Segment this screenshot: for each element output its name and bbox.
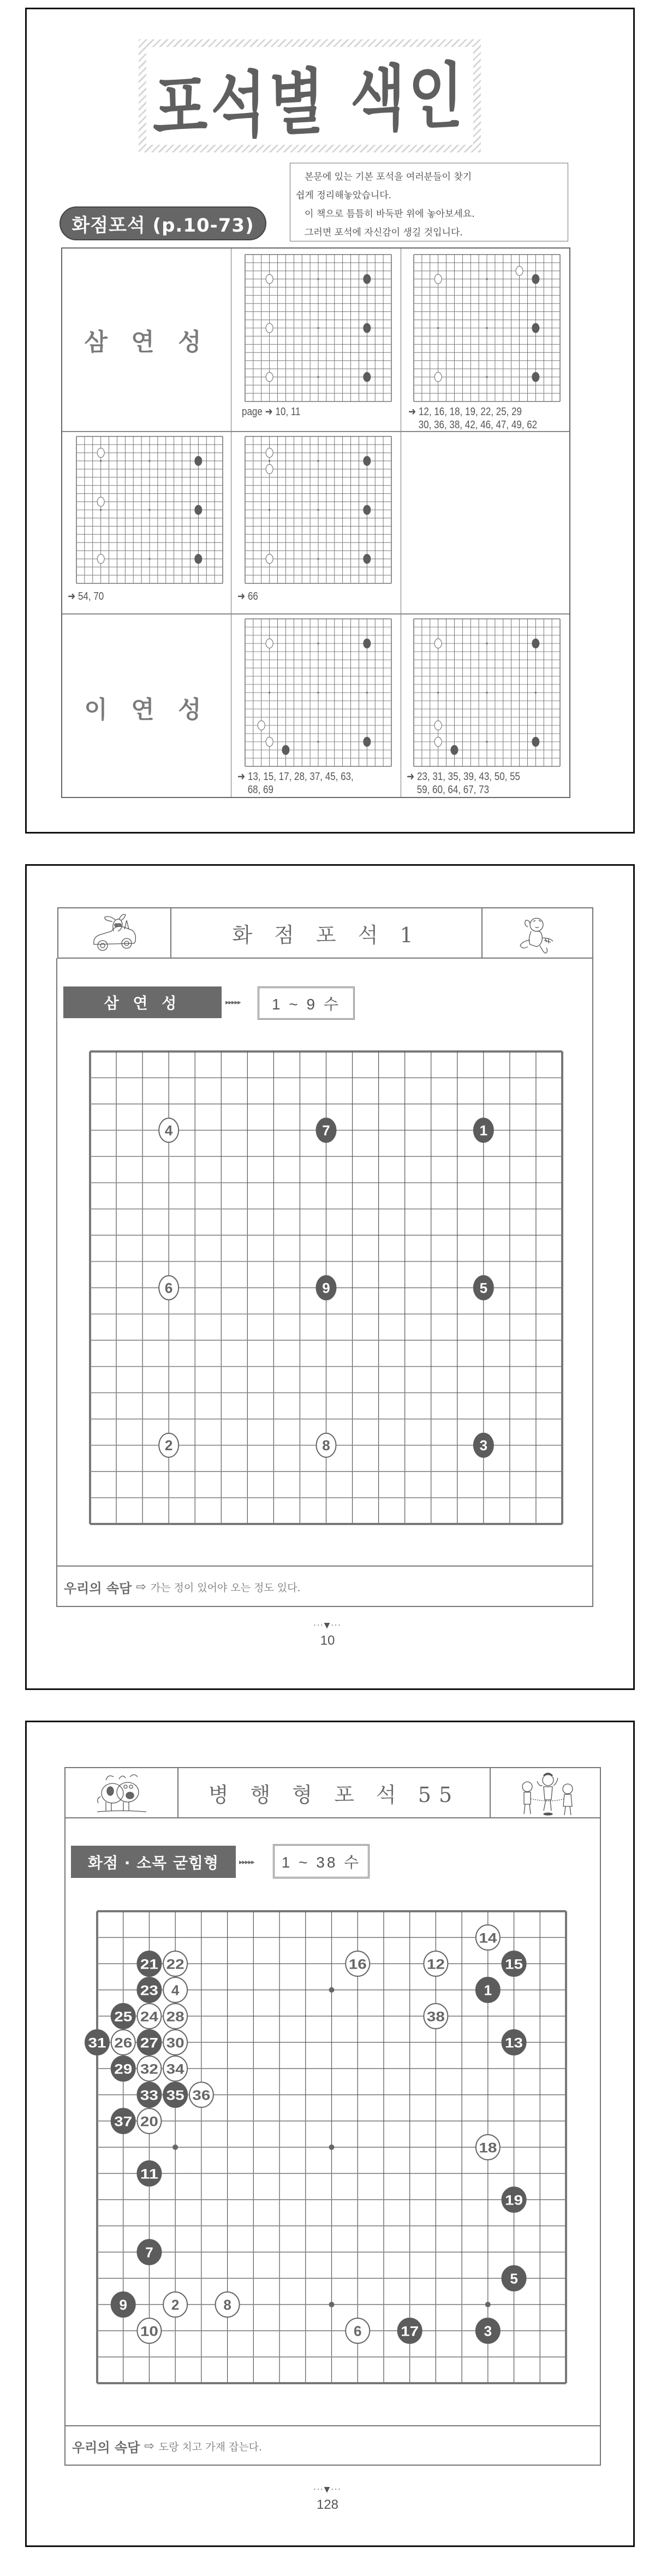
move-number: 35	[166, 2088, 184, 2104]
proverb-text: 가는 정이 있어야 오는 정도 있다.	[150, 1581, 301, 1594]
star-point	[269, 509, 270, 511]
proverb-label: 우리의 속담	[72, 2439, 140, 2455]
go-board[interactable]	[88, 1911, 566, 2383]
proverb-bar	[64, 2425, 601, 2466]
move-number: 23	[140, 1983, 158, 1999]
star-point	[317, 558, 319, 560]
tiger-illustration-icon	[511, 914, 561, 955]
white-stone[interactable]	[163, 2030, 187, 2055]
black-stone[interactable]	[364, 274, 371, 283]
page-number: 10	[320, 1633, 335, 1648]
move-number: 17	[401, 2324, 419, 2339]
index-board[interactable]	[76, 436, 223, 583]
go-board[interactable]	[90, 1051, 562, 1524]
star-point	[329, 2144, 335, 2150]
proverb-label: 우리의 속담	[64, 1580, 132, 1596]
black-stone[interactable]	[163, 2082, 187, 2107]
move-number: 21	[140, 1957, 159, 1972]
black-stone[interactable]	[532, 373, 539, 382]
white-stone[interactable]	[163, 1977, 187, 2002]
star-point	[317, 278, 319, 280]
move-number: 32	[140, 2062, 158, 2077]
title-banner	[139, 39, 481, 152]
white-stone[interactable]	[111, 2030, 135, 2055]
page-marker-icon: ···▼···	[313, 1621, 342, 1630]
black-stone[interactable]	[137, 1951, 161, 1976]
black-stone[interactable]	[317, 1118, 336, 1142]
move-range: 1 ~ 9 수	[258, 986, 355, 1020]
star-point	[269, 460, 270, 462]
section-label: 삼 연 성	[63, 986, 222, 1018]
index-board[interactable]	[245, 619, 391, 766]
move-number: 19	[505, 2193, 523, 2208]
black-stone[interactable]	[137, 2240, 161, 2265]
black-stone[interactable]	[532, 639, 539, 648]
black-stone[interactable]	[502, 2030, 526, 2055]
white-stone[interactable]	[216, 2292, 240, 2317]
black-stone[interactable]	[137, 2030, 161, 2055]
white-stone[interactable]	[266, 448, 273, 457]
board-caption: ➜ 23, 31, 35, 39, 43, 50, 55 59, 60, 64, 67, 73	[407, 771, 521, 796]
page-header	[57, 907, 593, 959]
move-number: 3	[479, 1437, 488, 1454]
star-point	[486, 376, 487, 378]
white-stone[interactable]	[137, 2318, 161, 2343]
white-stone[interactable]	[97, 554, 104, 564]
star-point	[486, 741, 487, 742]
star-point	[329, 2302, 335, 2307]
star-point	[437, 692, 439, 693]
black-stone[interactable]	[502, 2187, 526, 2212]
move-number: 33	[140, 2088, 158, 2104]
section-pill: 화점포석 (p.10-73)	[59, 206, 266, 240]
note-line: 쉽게 정리해놓았습니다.	[296, 190, 392, 201]
move-number: 6	[353, 2323, 362, 2339]
rabbit-car-illustration-icon	[88, 913, 143, 955]
board-caption: ➜ 66	[237, 590, 258, 602]
star-point	[535, 692, 537, 693]
black-stone[interactable]	[364, 554, 371, 564]
star-point	[148, 460, 150, 462]
white-stone[interactable]	[476, 1925, 500, 1950]
page-number: 128	[316, 2497, 339, 2512]
move-number: 18	[479, 2141, 497, 2156]
white-stone[interactable]	[434, 639, 442, 648]
black-stone[interactable]	[137, 2082, 161, 2107]
star-point	[100, 460, 102, 462]
black-stone[interactable]	[137, 2161, 161, 2186]
move-number: 16	[348, 1957, 367, 1972]
arrows-icon: ▸▸▸▸▸	[225, 999, 241, 1007]
proverb-bar	[56, 1565, 593, 1607]
black-stone[interactable]	[451, 746, 458, 755]
move-number: 6	[164, 1279, 173, 1296]
star-point	[486, 642, 487, 644]
move-number: 5	[510, 2270, 518, 2287]
move-number: 27	[140, 2036, 158, 2051]
move-number: 5	[479, 1279, 488, 1296]
intro-note	[290, 163, 568, 241]
white-stone[interactable]	[434, 721, 442, 730]
black-stone[interactable]	[474, 1433, 493, 1457]
star-point	[172, 2144, 178, 2150]
black-stone[interactable]	[137, 1977, 161, 2002]
move-number: 12	[426, 1957, 445, 1972]
white-stone[interactable]	[163, 2004, 187, 2029]
move-number: 7	[145, 2244, 153, 2261]
black-stone[interactable]	[364, 639, 371, 648]
star-point	[437, 327, 439, 329]
move-number: 1	[484, 1982, 492, 1999]
white-stone[interactable]	[159, 1433, 178, 1457]
black-stone[interactable]	[532, 737, 539, 747]
black-stone[interactable]	[364, 456, 371, 465]
page-header-title: 병 행 형 포 석 55	[208, 1782, 460, 1807]
move-number: 9	[322, 1279, 330, 1296]
white-stone[interactable]	[476, 2135, 500, 2160]
star-point	[148, 509, 150, 511]
black-stone[interactable]	[195, 554, 202, 564]
white-stone[interactable]	[97, 448, 104, 457]
black-stone[interactable]	[474, 1276, 493, 1300]
board-caption: ➜ 12, 16, 18, 19, 22, 25, 29 30, 36, 38, 42, 46, 47, 49, 62	[408, 406, 538, 431]
star-point	[100, 509, 102, 511]
black-stone[interactable]	[398, 2318, 422, 2343]
black-stone[interactable]	[364, 737, 371, 747]
move-number: 4	[164, 1122, 173, 1139]
black-stone[interactable]	[476, 2318, 500, 2343]
move-number: 2	[164, 1437, 173, 1454]
move-number: 13	[505, 2036, 523, 2051]
arrows-icon: ▸▸▸▸▸	[239, 1858, 254, 1866]
white-stone[interactable]	[137, 2004, 161, 2029]
star-point	[317, 642, 319, 644]
proverb-text: 도랑 치고 가재 잡는다.	[158, 2441, 263, 2453]
black-stone[interactable]	[111, 2108, 135, 2134]
index-board[interactable]	[245, 436, 391, 583]
star-point	[366, 692, 368, 693]
board-caption: ➜ 54, 70	[68, 590, 104, 602]
note-line: 본문에 있는 기본 포석을 여러분들이 찾기	[305, 172, 472, 182]
black-stone[interactable]	[532, 323, 539, 333]
star-point	[148, 558, 150, 560]
hollow-arrow-icon: ⇨	[144, 2439, 154, 2453]
white-stone[interactable]	[434, 737, 442, 747]
move-number: 2	[171, 2296, 180, 2313]
white-stone[interactable]	[137, 2056, 161, 2081]
move-number: 7	[322, 1122, 330, 1139]
row-label-sam-yeon-seong: 삼 연 성	[84, 328, 209, 356]
white-stone[interactable]	[424, 1951, 448, 1976]
page-header-title: 화 점 포 석 1	[232, 923, 421, 947]
white-stone[interactable]	[266, 373, 273, 382]
move-number: 22	[166, 1957, 184, 1972]
black-stone[interactable]	[502, 2266, 526, 2291]
board-caption: ➜ 13, 15, 17, 28, 37, 45, 63, 68, 69	[237, 771, 354, 796]
hollow-arrow-icon: ⇨	[136, 1580, 146, 1594]
white-stone[interactable]	[346, 2318, 370, 2343]
move-number: 31	[88, 2036, 106, 2051]
black-stone[interactable]	[364, 323, 371, 333]
index-board[interactable]	[245, 255, 391, 401]
move-number: 8	[223, 2296, 231, 2313]
black-stone[interactable]	[364, 373, 371, 382]
move-number: 9	[119, 2296, 127, 2313]
move-number: 8	[322, 1437, 330, 1454]
move-number: 3	[484, 2323, 492, 2339]
star-point	[317, 692, 319, 693]
black-stone[interactable]	[364, 505, 371, 515]
star-point	[269, 692, 270, 693]
black-stone[interactable]	[111, 2004, 135, 2029]
black-stone[interactable]	[85, 2030, 109, 2055]
note-line: 그러면 포석에 자신감이 생길 것입니다.	[305, 227, 463, 238]
move-number: 25	[114, 2010, 133, 2025]
row-label-i-yeon-seong: 이 연 성	[84, 696, 209, 724]
white-stone[interactable]	[434, 373, 442, 382]
black-stone[interactable]	[476, 1977, 500, 2002]
white-stone[interactable]	[266, 274, 273, 283]
move-number: 30	[166, 2036, 184, 2051]
white-stone[interactable]	[266, 464, 273, 474]
page-title: 포석별 색인	[153, 53, 467, 151]
black-stone[interactable]	[195, 456, 202, 465]
black-stone[interactable]	[474, 1118, 493, 1142]
black-stone[interactable]	[532, 274, 539, 283]
move-number: 24	[140, 2010, 159, 2025]
star-point	[485, 2302, 491, 2307]
move-number: 36	[192, 2088, 211, 2104]
star-point	[486, 327, 487, 329]
white-stone[interactable]	[163, 1951, 187, 1976]
move-number: 26	[114, 2036, 133, 2051]
move-number: 28	[166, 2010, 184, 2025]
star-point	[329, 1987, 335, 1993]
white-stone[interactable]	[137, 2108, 161, 2134]
white-stone[interactable]	[266, 639, 273, 648]
white-stone[interactable]	[266, 323, 273, 333]
cows-illustration-icon	[94, 1771, 148, 1816]
white-stone[interactable]	[266, 554, 273, 564]
white-stone[interactable]	[159, 1276, 178, 1300]
star-point	[486, 692, 487, 693]
black-stone[interactable]	[111, 2056, 135, 2081]
black-stone[interactable]	[282, 746, 289, 755]
star-point	[317, 509, 319, 511]
black-stone[interactable]	[111, 2292, 135, 2317]
move-number: 20	[140, 2114, 158, 2130]
white-stone[interactable]	[434, 274, 442, 283]
star-point	[317, 376, 319, 378]
note-line: 이 책으로 틈틈히 바둑판 위에 놓아보세요.	[305, 209, 475, 220]
move-number: 34	[166, 2062, 184, 2077]
white-stone[interactable]	[97, 497, 104, 506]
black-stone[interactable]	[502, 1951, 526, 1976]
black-stone[interactable]	[195, 505, 202, 515]
star-point	[486, 278, 487, 280]
page-header	[64, 1767, 601, 1818]
white-stone[interactable]	[346, 1951, 370, 1976]
move-number: 29	[114, 2062, 133, 2077]
move-number: 37	[114, 2114, 133, 2130]
move-number: 10	[140, 2324, 158, 2339]
white-stone[interactable]	[516, 266, 523, 275]
white-stone[interactable]	[317, 1433, 336, 1457]
move-number: 14	[479, 1931, 497, 1946]
move-number: 38	[426, 2010, 445, 2025]
move-number: 4	[171, 1982, 180, 1999]
white-stone[interactable]	[159, 1118, 178, 1142]
star-point	[317, 327, 319, 329]
white-stone[interactable]	[163, 2056, 187, 2081]
move-range: 1 ~ 38 수	[273, 1844, 370, 1878]
white-stone[interactable]	[424, 2004, 448, 2029]
white-stone[interactable]	[266, 737, 273, 747]
children-illustration-icon	[517, 1770, 577, 1817]
page-marker-icon: ···▼···	[313, 2485, 342, 2494]
index-board[interactable]	[414, 255, 560, 401]
move-number: 1	[479, 1122, 488, 1139]
move-number: 15	[505, 1957, 523, 1972]
section-label: 화점 · 소목 굳힘형	[71, 1846, 236, 1878]
index-board[interactable]	[414, 619, 560, 766]
move-number: 11	[140, 2167, 159, 2182]
white-stone[interactable]	[163, 2292, 187, 2317]
board-caption: page ➜ 10, 11	[242, 406, 301, 418]
white-stone[interactable]	[189, 2082, 213, 2107]
star-point	[317, 460, 319, 462]
white-stone[interactable]	[258, 721, 265, 730]
star-point	[317, 741, 319, 742]
black-stone[interactable]	[317, 1276, 336, 1300]
